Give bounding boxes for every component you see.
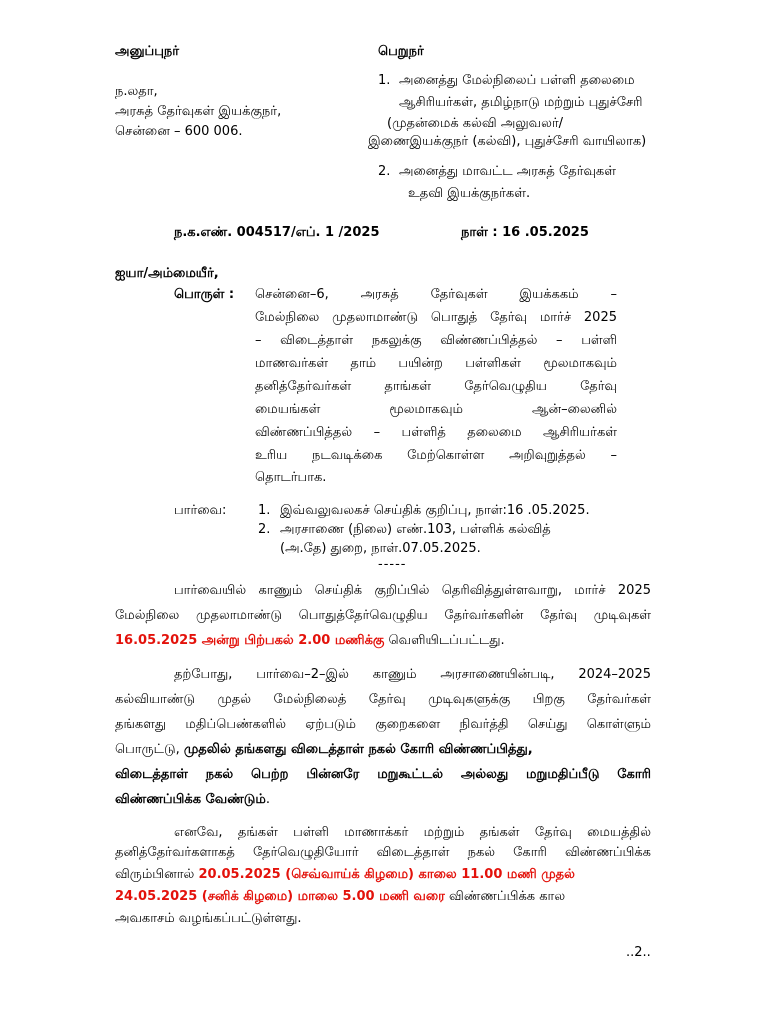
- reference-2-line2: (அ.தே) துறை, நாள்.07.05.2025.: [280, 541, 481, 556]
- recipient-item2-line2: உதவி இயக்குநர்கள்.: [408, 186, 531, 201]
- recipient-item2-line1: அனைத்து மாவட்ட அரசுத் தேர்வுகள்: [399, 164, 616, 179]
- reference-label: பார்வை:: [174, 503, 227, 518]
- recipient-item1-line2: ஆசிரியர்கள், தமிழ்நாடு மற்றும் புதுச்சேரி: [399, 95, 643, 110]
- sender-title: அரசுத் தேர்வுகள் இயக்குநர்,: [115, 104, 282, 119]
- para3-line1: எனவே, தங்கள் பள்ளி மாணாக்கர் மற்றும் தங்கள் தேர்வு மையத்தில்: [174, 825, 651, 840]
- para1-line1: பார்வையில் காணும் செய்திக் குறிப்பில் தெரிவித்துள்ளவாறு, மார்ச் 2025: [174, 583, 651, 598]
- sender-address: சென்னை – 600 006.: [115, 124, 243, 139]
- reference-1-num: 1.: [258, 503, 271, 518]
- para3-line3-plain: விரும்பினால்: [115, 867, 199, 882]
- para3-line5: அவகாசம் வழங்கப்பட்டுள்ளது.: [115, 911, 302, 926]
- para2-line4-plain: பொருட்டு,: [115, 742, 184, 757]
- para2-line4: [115, 742, 533, 757]
- application-start: 20.05.2025 (செவ்வாய்க் கிழமை) காலை 11.00 மணி முதல்: [198, 867, 575, 882]
- subject-line-6: மையங்கள் மூலமாகவும் ஆன்–லைனில்: [255, 402, 617, 417]
- para1-line2: மேல்நிலை முதலாமாண்டு பொதுத்தேர்வெழுதிய தேர்வர்களின் தேர்வு முடிவுகள்: [115, 608, 651, 623]
- recipient-item1-line1: அனைத்து மேல்நிலைப் பள்ளி தலைமை: [399, 73, 635, 88]
- subject-line-9: தொடர்பாக.: [255, 470, 327, 485]
- recipient-item2-num: 2.: [378, 164, 391, 179]
- para3-line4: [115, 889, 565, 904]
- sender-name: ந.லதா,: [115, 84, 158, 99]
- page-continuation: ..2..: [626, 945, 651, 960]
- recipient-item1-num: 1.: [378, 73, 391, 88]
- subject-label: பொருள் :: [174, 287, 235, 302]
- para2-line6-bold: விண்ணப்பிக்க வேண்டும்: [115, 792, 266, 807]
- results-release-time: 16.05.2025 அன்று பிற்பகல் 2.00 மணிக்கு: [115, 633, 385, 648]
- application-end: 24.05.2025 (சனிக் கிழமை) மாலை 5.00 மணி வரை: [115, 889, 445, 904]
- reference-divider: -----: [378, 557, 407, 572]
- sender-heading: அனுப்புநர்: [115, 44, 180, 59]
- subject-line-1: சென்னை–6, அரசுத் தேர்வுகள் இயக்ககம் –: [255, 287, 617, 302]
- subject-line-5: தனித்தேர்வர்கள் தாங்கள் தேர்வெழுதிய தேர்வு: [255, 379, 617, 394]
- recipient-item1-line4: இணைஇயக்குநர் (கல்வி), புதுச்சேரி வாயிலாக): [368, 134, 647, 149]
- letter-date: நாள் : 16 .05.2025: [461, 225, 589, 240]
- subject-line-8: உரிய நடவடிக்கை மேற்கொள்ள அறிவுறுத்தல் –: [255, 448, 617, 463]
- para2-line6: [115, 792, 270, 807]
- para3-line3: [115, 867, 575, 882]
- para2-line3: தங்களது மதிப்பெண்களில் ஏற்படும் குறைகளை நிவர்த்தி செய்து கொள்ளும்: [115, 717, 651, 732]
- para3-line4-rest: விண்ணப்பிக்க கால: [444, 889, 566, 904]
- reference-number: ந.க.எண். 004517/எப். 1 /2025: [174, 225, 380, 240]
- salutation: ஐயா/அம்மையீர்,: [115, 266, 219, 281]
- subject-line-4: மாணவர்கள் தாம் பயின்ற பள்ளிகள் மூலமாகவும்: [255, 356, 617, 371]
- para2-line1: தற்போது, பார்வை–2–இல் காணும் அரசாணையின்படி, 2024–2025: [174, 667, 651, 682]
- recipient-heading: பெறுநர்: [378, 44, 424, 59]
- para1-line3-rest: வெளியிடப்பட்டது.: [384, 633, 505, 648]
- para3-line2: தனித்தேர்வர்களாகத் தேர்வெழுதியோர் விடைத்தாள் நகல் கோரி விண்ணப்பிக்க: [115, 845, 651, 860]
- reference-2-num: 2.: [258, 522, 271, 537]
- subject-line-7: விண்ணப்பித்தல் – பள்ளித் தலைமை ஆசிரியர்கள்: [255, 425, 617, 440]
- reference-2-line1: அரசாணை (நிலை) எண்.103, பள்ளிக் கல்வித்: [280, 522, 551, 537]
- recipient-item1-line3: (முதன்மைக் கல்வி அலுவலர்/: [387, 116, 564, 131]
- reference-1: இவ்வலுவலகச் செய்திக் குறிப்பு, நாள்:16 .05.2025.: [280, 503, 590, 518]
- para1-line3: [115, 633, 505, 648]
- para2-line2: கல்வியாண்டு முதல் மேல்நிலைத் தேர்வு முடிவுகளுக்கு பிறகு தேர்வர்கள்: [115, 692, 651, 707]
- para2-line5: விடைத்தாள் நகல் பெற்ற பின்னரே மறுகூட்டல் அல்லது மறுமதிப்பீடு கோரி: [115, 767, 651, 782]
- para2-line6-rest: .: [265, 792, 270, 807]
- subject-line-2: மேல்நிலை முதலாமாண்டு பொதுத் தேர்வு மார்ச் 2025: [255, 310, 617, 325]
- para2-line4-bold: முதலில் தங்களது விடைத்தாள் நகல் கோரி விண்ணப்பித்து,: [183, 742, 533, 757]
- subject-line-3: – விடைத்தாள் நகலுக்கு விண்ணப்பித்தல் – பள்ளி: [255, 333, 617, 348]
